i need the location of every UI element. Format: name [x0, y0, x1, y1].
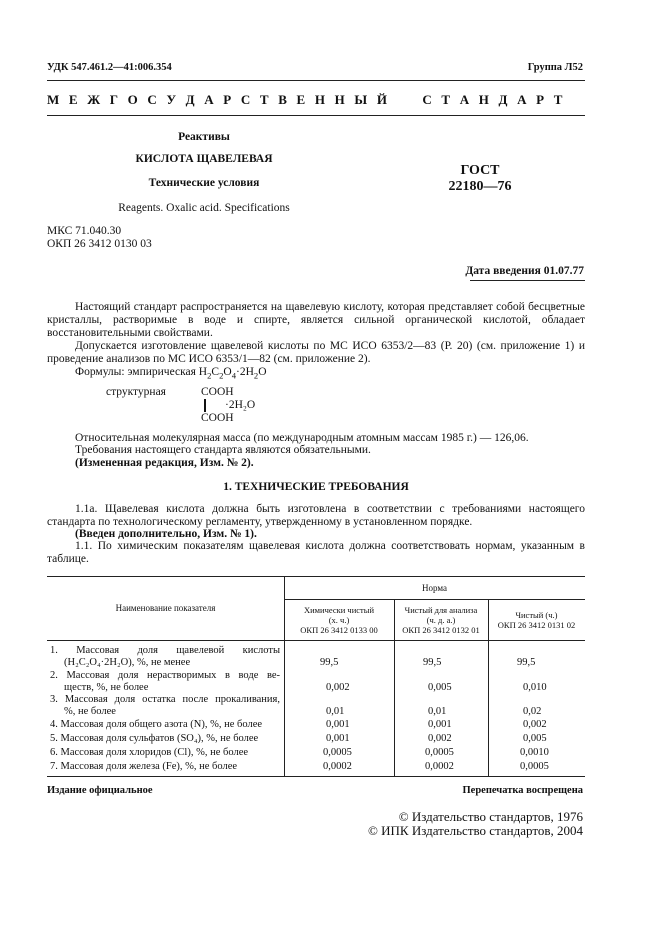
row-1-name: 1. Массовая доля щавелевой кислоты [50, 645, 280, 656]
cooh-bottom: COOH [201, 412, 234, 424]
grade-3-name: Чистый (ч.) [515, 610, 558, 620]
structural-label: структурная [106, 386, 166, 398]
row-2-value-2: 0,005 [428, 682, 452, 693]
paragraph-1-1a: 1.1а. Щавелевая кислота должна быть изготовлена в соответствии с требованиями настоящего стандарта по технологическому регламенту, утвержденному в установленном порядке. [47, 503, 585, 528]
amendment-note-2: (Измененная редакция, Изм. № 2). [75, 457, 254, 469]
row-6-value-1: 0,0005 [323, 747, 352, 758]
intro-date-label: Дата введения [465, 265, 541, 277]
title-english: Reagents. Oxalic acid. Specifications [118, 202, 290, 214]
mks-code: МКС 71.040.30 [47, 225, 122, 237]
standard-banner: М Е Ж Г О С У Д А Р С Т В Е Н Н Ы Й С Т А Н Д А Р Т [47, 92, 566, 107]
mandatory-note: Требования настоящего стандарта являются обязательными. [75, 444, 371, 456]
row-1-name-cont: (H₂C₂O₄·2H₂O), %, не менее [64, 657, 191, 668]
intro-date-value: 01.07.77 [543, 265, 584, 277]
intro-date [465, 265, 584, 277]
molecular-mass: Относительная молекулярная масса (по международным атомным массам 1985 г.) — 126,06. [75, 432, 529, 444]
row-5-value-3: 0,005 [523, 733, 547, 744]
copyright-1976: © Издательство стандартов, 1976 [398, 809, 583, 824]
table-bottom-rule [47, 776, 585, 777]
row-7-value-1: 0,0002 [323, 761, 352, 772]
row-2-name-cont: ществ, %, не более [64, 682, 149, 693]
grade-2-okp: ОКП 26 3412 0132 01 [402, 625, 480, 635]
section-heading: 1. ТЕХНИЧЕСКИЕ ТРЕБОВАНИЯ [223, 481, 409, 493]
grade-header-1 [284, 605, 394, 635]
okp-code: ОКП 26 3412 0130 03 [47, 238, 152, 250]
formula-label: Формулы: эмпирическая [75, 366, 196, 378]
row-1-value-1: 99,5 [320, 657, 339, 668]
row-3-name: 3. Массовая доля остатка после прокаливания, [50, 694, 280, 705]
row-4-name: 4. Массовая доля общего азота (N), %, не более [50, 719, 263, 730]
grade-3-okp: ОКП 26 3412 0131 02 [497, 620, 576, 630]
row-6-value-2: 0,0005 [425, 747, 454, 758]
structural-bond [204, 399, 206, 412]
table-top-rule [47, 576, 585, 577]
formula-empirical: Формулы: эмпирическая $H_2C_2O_4\cdot 2H_2O$ [75, 366, 267, 381]
row-3-value-2: 0,01 [428, 706, 447, 717]
row-7-value-2: 0,0002 [425, 761, 454, 772]
row-4-value-3: 0,002 [523, 719, 547, 730]
official-edition: Издание официальное [47, 785, 153, 796]
grade-2-name: Чистый для анализа [404, 605, 478, 615]
row-1-value-2: 99,5 [423, 657, 442, 668]
grade-1-name: Химически чистый [303, 605, 375, 615]
table-norm-rule [284, 599, 585, 600]
grade-header-3 [488, 610, 585, 630]
row-2-value-3: 0,010 [523, 682, 547, 693]
cooh-top: COOH [201, 386, 234, 398]
gost-label: ГОСТ [460, 163, 500, 178]
table-header-rule [47, 640, 585, 641]
row-5-value-2: 0,002 [428, 733, 452, 744]
row-3-name-cont: %, не более [64, 706, 116, 717]
row-5-value-1: 0,001 [326, 733, 350, 744]
col-header-name: Наименование показателя [115, 603, 216, 613]
reprint-prohibited: Перепечатка воспрещена [462, 785, 583, 796]
grade-1-abbr: (х. ч.) [328, 615, 350, 625]
gost-number: 22180—76 [448, 179, 512, 194]
paragraph-scope: Настоящий стандарт распространяется на щавелевую кислоту, которая представляет собой бесцветные кристаллы, растворимые в воде и спирте, является сильной органической кислотой, обладает восстановительными свойствами. [47, 301, 585, 339]
row-2-name: 2. Массовая доля нерастворимых в воде ве- [50, 670, 280, 681]
header-rule [47, 80, 585, 81]
row-3-value-3: 0,02 [523, 706, 542, 717]
row-7-name: 7. Массовая доля железа (Fe), %, не более [50, 761, 238, 772]
paragraph-iso: Допускается изготовление щавелевой кислоты по МС ИСО 6353/2—83 (Р. 20) (см. приложение 1) и проведение анализов по МС ИСО 6353/1—82 (см. приложение 2). [47, 340, 585, 365]
grade-header-2 [394, 605, 488, 635]
title-reagents: Реактивы [178, 131, 230, 143]
row-1-value-3: 99,5 [517, 657, 536, 668]
title-specs: Технические условия [148, 177, 260, 189]
grade-1-okp: ОКП 26 3412 0133 00 [300, 625, 378, 635]
row-7-value-3: 0,0005 [520, 761, 549, 772]
row-4-value-2: 0,001 [428, 719, 452, 730]
amendment-note-1: (Введен дополнительно, Изм. № 1). [75, 528, 257, 540]
group-code: Группа Л52 [527, 62, 583, 73]
row-6-value-3: 0,0010 [520, 747, 549, 758]
row-5-name: 5. Массовая доля сульфатов (SO₄), %, не более [50, 733, 259, 744]
banner-rule [47, 115, 585, 116]
row-6-name: 6. Массовая доля хлоридов (Cl), %, не более [50, 747, 249, 758]
paragraph-1-1: 1.1. По химическим показателям щавелевая кислота должна соответствовать нормам, указанным в таблице. [47, 540, 585, 565]
col-header-norm: Норма [422, 583, 447, 593]
title-main: КИСЛОТА ЩАВЕЛЕВАЯ [135, 153, 273, 165]
row-4-value-1: 0,001 [326, 719, 350, 730]
row-3-value-1: 0,01 [326, 706, 345, 717]
row-2-value-1: 0,002 [326, 682, 350, 693]
intro-date-rule [470, 280, 585, 281]
grade-2-abbr: (ч. д. а.) [426, 615, 456, 625]
copyright-2004: © ИПК Издательство стандартов, 2004 [368, 823, 583, 838]
udk-code: УДК 547.461.2—41:006.354 [47, 62, 172, 73]
water-of-crystallization: ·2H₂O [225, 399, 256, 411]
